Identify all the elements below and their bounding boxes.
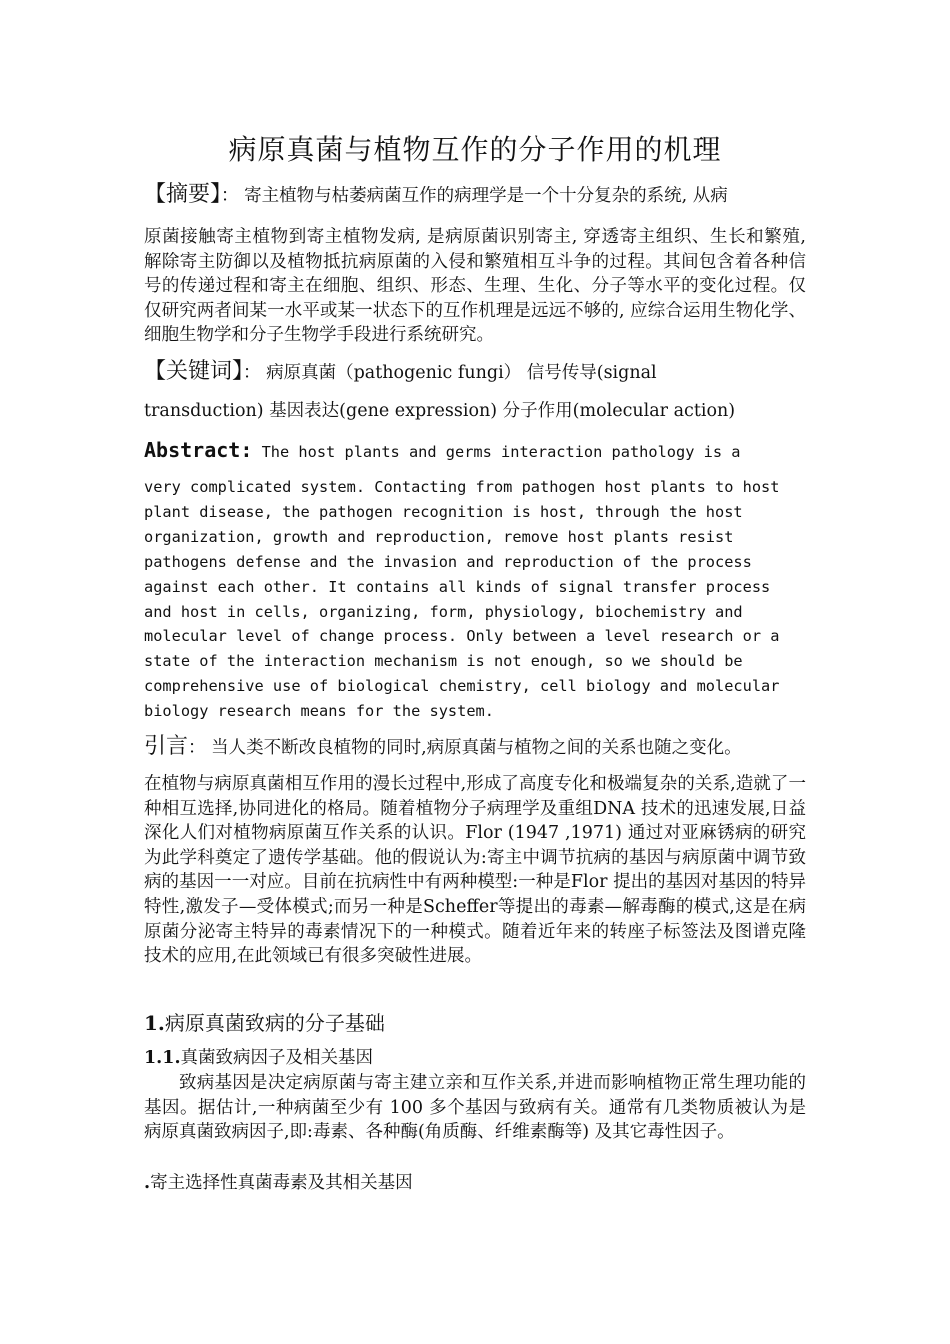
section-1-heading bbox=[144, 1009, 806, 1037]
abstract-cn-label: 【摘要】 bbox=[144, 182, 222, 207]
abstract-cn-colon: ： bbox=[221, 186, 239, 206]
section-1-number: 1. bbox=[144, 1011, 165, 1035]
abstract-en-label: Abstract: bbox=[144, 438, 253, 462]
intro-label: 引言 bbox=[144, 734, 189, 759]
keywords-line1: 病原真菌（pathogenic fungi） 信号传导(signal bbox=[266, 363, 657, 383]
section-1-1-title: 真菌致病因子及相关基因 bbox=[180, 1048, 374, 1068]
abstract-en-line1: The host plants and germs interaction pathology is a bbox=[261, 443, 741, 461]
intro-colon: ： bbox=[188, 738, 206, 758]
subsection-heading bbox=[144, 1171, 806, 1195]
document-title: 病原真菌与植物互作的分子作用的机理 bbox=[228, 133, 722, 166]
subsection-number: . bbox=[144, 1173, 151, 1193]
section-1-1-heading bbox=[144, 1046, 806, 1070]
section-1-1-body: 致病基因是决定病原菌与寄主建立亲和互作关系,并进而影响植物正常生理功能的基因。据估计,一种病菌至少有 100 多个基因与致病有关。通常有几类物质被认为是病原真菌致病因子,即:毒素、各种酶(角质酶、纤维素酶等) 及其它毒性因子。 bbox=[144, 1073, 806, 1143]
abstract-cn-body: 原菌接触寄主植物到寄主植物发病, 是病原菌识别寄主, 穿透寄主组织、生长和繁殖, 解除寄主防御以及植物抵抗病原菌的入侵和繁殖相互斗争的过程。其间包含着各种信号的传递过程和寄主在细胞、组织、形态、生理、生化、分子等水平的变化过程。仅仅研究两者间某一水平或某一状态下的互作机理是远远不够的, 应综合运用生物化学、细胞生物学和分子生物学手段进行系统研究。 bbox=[144, 227, 806, 346]
intro-body: 在植物与病原真菌相互作用的漫长过程中,形成了高度专化和极端复杂的关系,造就了一种相互选择,协同进化的格局。随着植物分子病理学及重组DNA 技术的迅速发展,日益深化人们对植物病原菌互作关系的认识。Flor (1947 ,1971) 通过对亚麻锈病的研究为此学科奠定了遗传学基础。他的假说认为:寄主中调节抗病的基因与病原菌中调节致病的基因一一对应。目前在抗病性中有两种模型:一种是Flor 提出的基因对基因的特异特性,激发子—受体模式;而另一种是Scheffer等提出的毒素—解毒酶的模式,这是在病原菌分泌寄主特异的毒素情况下的一种模式。随着近年来的转座子标签法及图谱克隆技术的应用,在此领域已有很多突破性进展。 bbox=[144, 774, 806, 967]
abstract-en-first-line bbox=[144, 438, 806, 465]
abstract-cn-first-line bbox=[144, 183, 806, 209]
subsection-title: 寄主选择性真菌毒素及其相关基因 bbox=[150, 1173, 413, 1193]
intro-first-line bbox=[144, 735, 806, 761]
abstract-cn-line1: 寄主植物与枯萎病菌互作的病理学是一个十分复杂的系统, 从病 bbox=[244, 186, 728, 206]
keywords-colon: ： bbox=[243, 363, 261, 383]
intro-line1: 当人类不断改良植物的同时,病原真菌与植物之间的关系也随之变化。 bbox=[211, 738, 742, 758]
keywords-first-line bbox=[144, 360, 806, 386]
section-1-title: 病原真菌致病的分子基础 bbox=[164, 1011, 385, 1035]
keywords-label: 【关键词】 bbox=[144, 359, 244, 384]
abstract-en-body: very complicated system. Contacting from pathogen host plants to host plant disease, the pathogen recognition is host, through the host organization, growth and reproduction, remove host plants resist pathogens defense and the invasion and reproduction of the process against each other. It contains all kinds of signal transfer process and host in cells, organizing, form, physiology, biochemistry and molecular level of change process. Only between a level research or a state of the interaction mechanism is not enough, so we should be comprehensive use of biological chemistry, cell biology and molecular biology research means for the system. bbox=[144, 478, 780, 721]
section-1-1-number: 1.1. bbox=[144, 1048, 181, 1068]
keywords-line2: transduction) 基因表达(gene expression) 分子作用(molecular action) bbox=[144, 401, 736, 421]
